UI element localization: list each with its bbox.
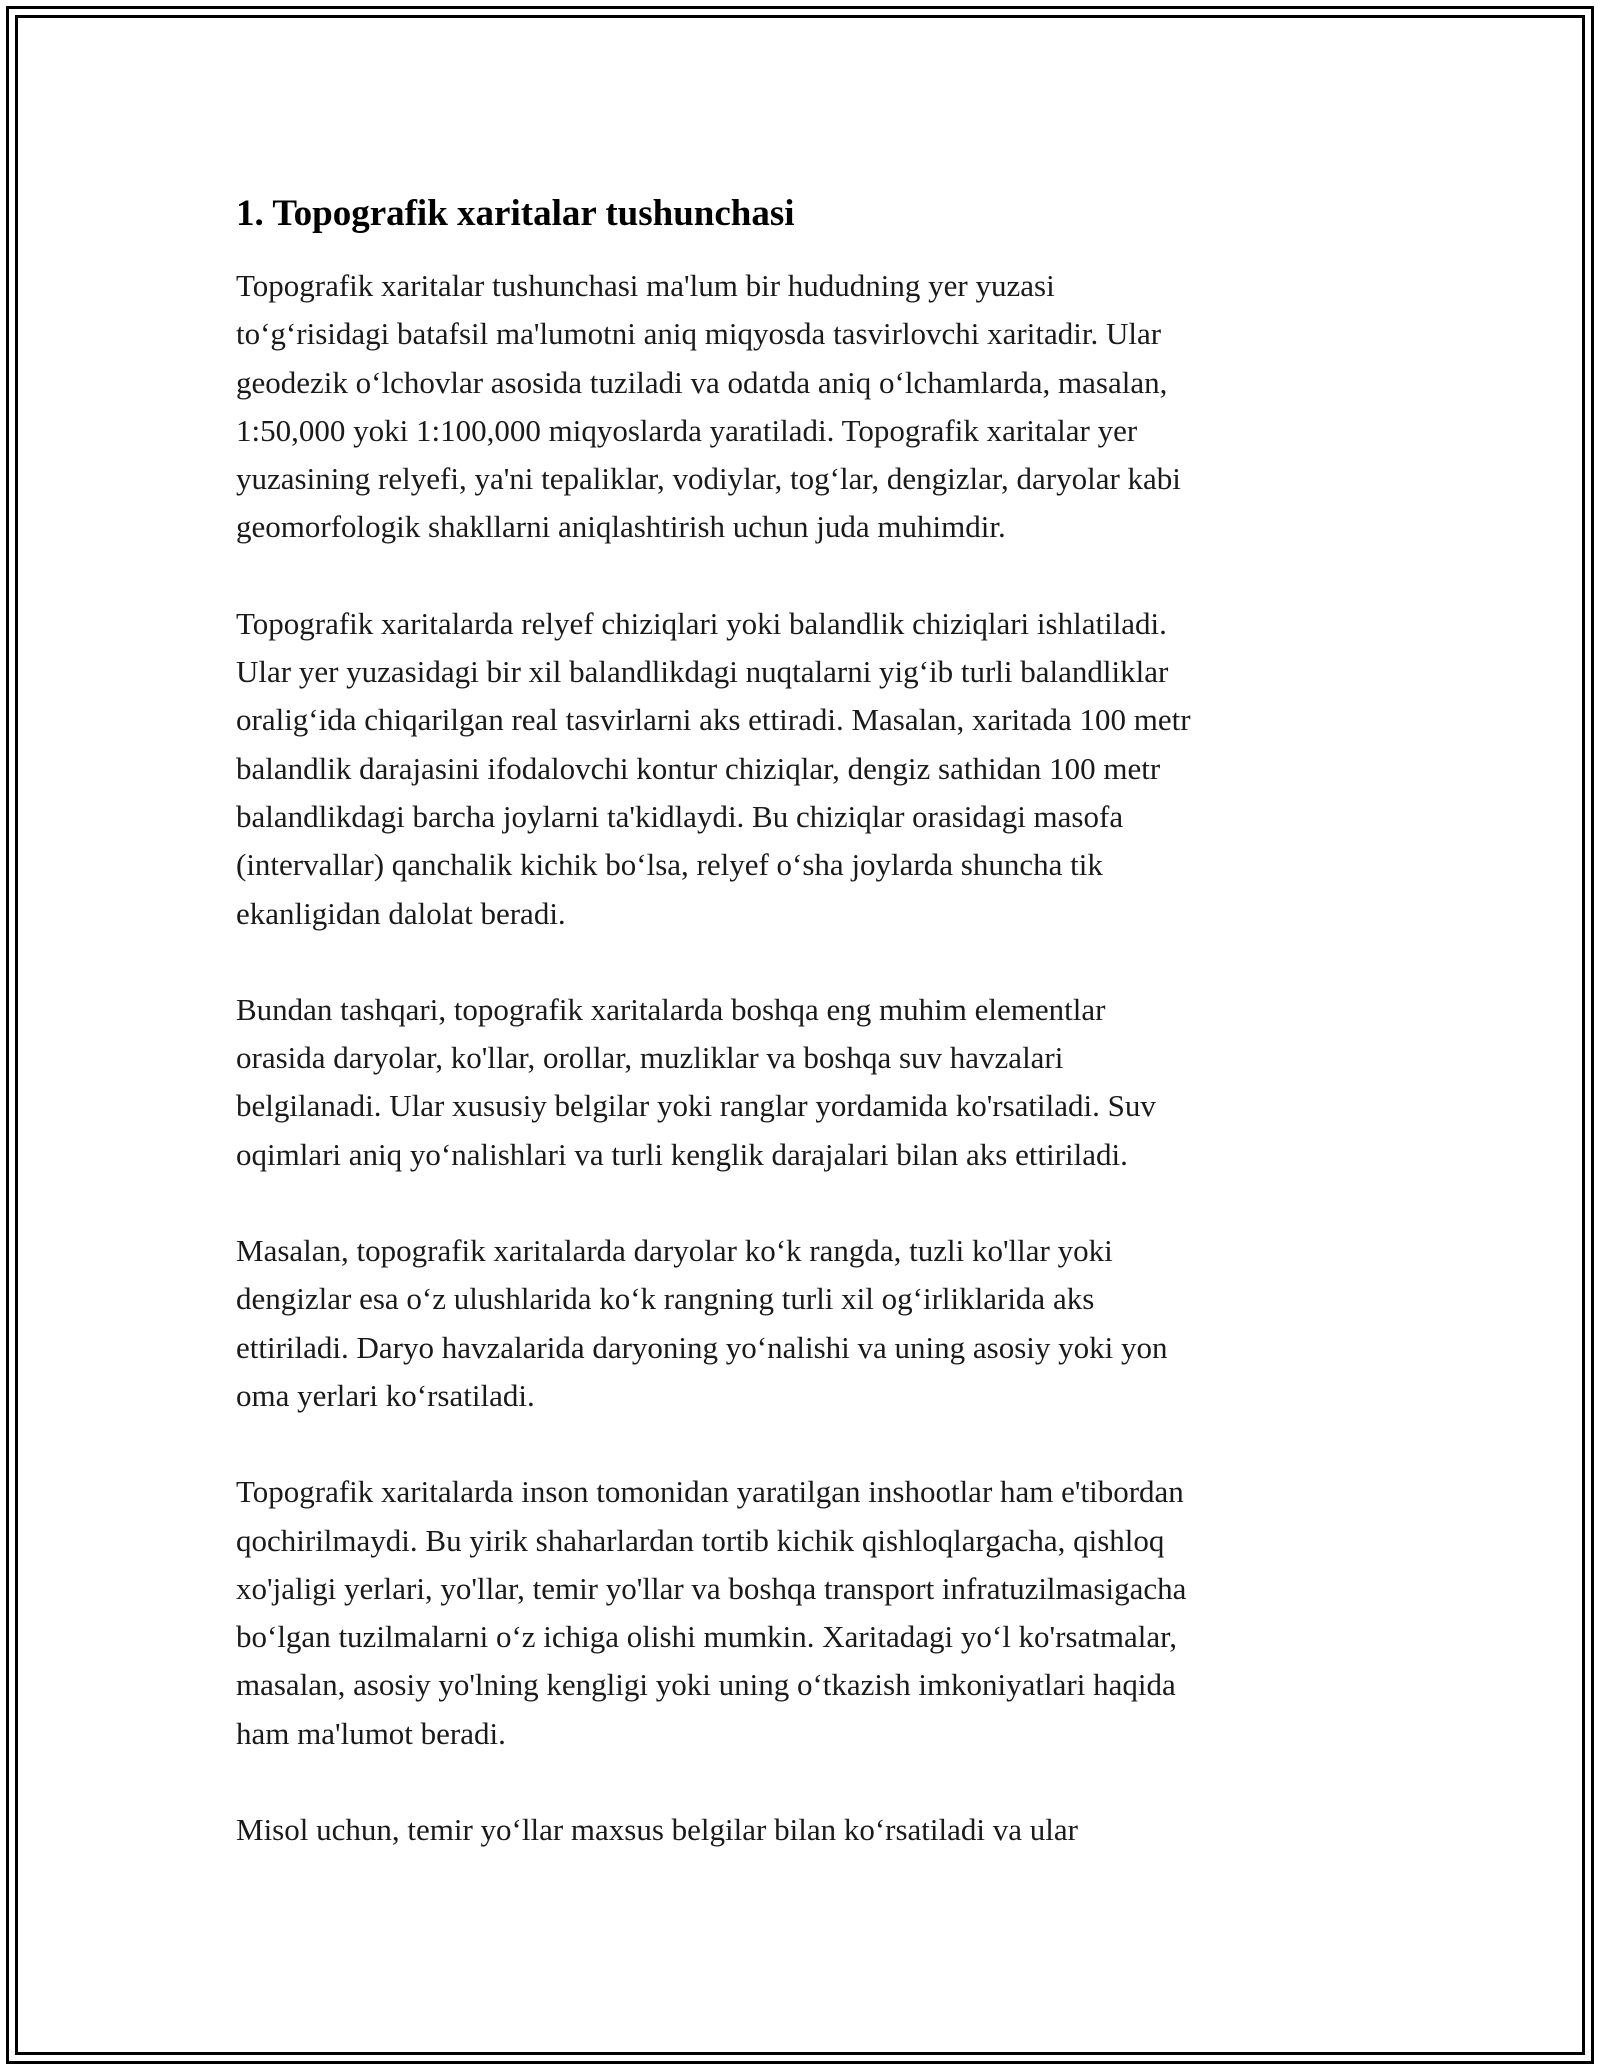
- text-line: bo‘lgan tuzilmalarni o‘z ichiga olishi mumkin. Xaritadagi yo‘l ko'rsatmalar,: [236, 1619, 1177, 1655]
- document-body: [236, 186, 1376, 1902]
- text-line: Masalan, topografik xaritalarda daryolar ko‘k rangda, tuzli ko'llar yoki: [236, 1233, 1113, 1269]
- section-heading: 1. Topografik xaritalar tushunchasi: [236, 193, 795, 234]
- text-line: Topografik xaritalar tushunchasi ma'lum bir hududning yer yuzasi: [236, 268, 1055, 303]
- text-line: Misol uchun, temir yo‘llar maxsus belgilar bilan ko‘rsatiladi va ular: [236, 1812, 1078, 1848]
- paragraph-2: [236, 600, 1376, 938]
- text-line: oma yerlari ko‘rsatiladi.: [236, 1377, 535, 1413]
- text-line: masalan, asosiy yo'lning kengligi yoki uning o‘tkazish imkoniyatlari haqida: [236, 1667, 1176, 1703]
- text-line: balandlikdagi barcha joylarni ta'kidlaydi. Bu chiziqlar orasidagi masofa: [236, 798, 1124, 834]
- text-line: ham ma'lumot beradi.: [236, 1715, 506, 1751]
- paragraph-3: [236, 986, 1376, 1179]
- text-line: orasida daryolar, ko'llar, orollar, muzliklar va boshqa suv havzalari: [236, 1040, 1064, 1076]
- paragraph-6: [236, 1806, 1376, 1854]
- text-line: 1:50,000 yoki 1:100,000 miqyoslarda yaratiladi. Topografik xaritalar yer: [236, 412, 1138, 448]
- text-line: geodezik o‘lchovlar asosida tuziladi va odatda aniq o‘lchamlarda, masalan,: [236, 364, 1168, 400]
- text-line: balandlik darajasini ifodalovchi kontur chiziqlar, dengiz sathidan 100 metr: [236, 750, 1161, 786]
- text-line: qochirilmaydi. Bu yirik shaharlardan tortib kichik qishloqlargacha, qishloq: [236, 1522, 1165, 1558]
- text-line: to‘g‘risidagi batafsil ma'lumotni aniq miqyosda tasvirlovchi xaritadir. Ular: [236, 316, 1162, 352]
- text-line: Ular yer yuzasidagi bir xil balandlikdagi nuqtalarni yig‘ib turli balandliklar: [236, 654, 1169, 690]
- text-line: geomorfologik shakllarni aniqlashtirish uchun juda muhimdir.: [236, 509, 1006, 545]
- text-line: dengizlar esa o‘z ulushlarida ko‘k rangning turli xil og‘irliklarida aks: [236, 1281, 1095, 1317]
- text-line: Topografik xaritalarda relyef chiziqlari yoki balandlik chiziqlari ishlatiladi.: [236, 605, 1167, 641]
- paragraph-4: [236, 1227, 1376, 1420]
- text-line: Topografik xaritalarda inson tomonidan yaratilgan inshootlar ham e'tibordan: [236, 1474, 1184, 1510]
- text-line: xo'jaligi yerlari, yo'llar, temir yo'llar va boshqa transport infratuzilmasigacha: [236, 1570, 1187, 1606]
- text-line: Bundan tashqari, topografik xaritalarda boshqa eng muhim elementlar: [236, 991, 1106, 1027]
- text-line: (intervallar) qanchalik kichik bo‘lsa, relyef o‘sha joylarda shuncha tik: [236, 847, 1103, 883]
- paragraph-5: [236, 1468, 1376, 1758]
- paragraph-1: [236, 262, 1376, 552]
- text-line: ettiriladi. Daryo havzalarida daryoning yo‘nalishi va uning asosiy yoki yon: [236, 1329, 1168, 1365]
- text-line: oqimlari aniq yo‘nalishlari va turli kenglik darajalari bilan aks ettiriladi.: [236, 1136, 1128, 1172]
- text-line: yuzasining relyefi, ya'ni tepaliklar, vodiylar, tog‘lar, dengizlar, daryolar kabi: [236, 461, 1181, 497]
- text-line: oralig‘ida chiqarilgan real tasvirlarni aks ettiradi. Masalan, xaritada 100 metr: [236, 702, 1191, 738]
- text-line: belgilanadi. Ular xususiy belgilar yoki ranglar yordamida ko'rsatiladi. Suv: [236, 1088, 1156, 1124]
- text-line: ekanligidan dalolat beradi.: [236, 895, 566, 931]
